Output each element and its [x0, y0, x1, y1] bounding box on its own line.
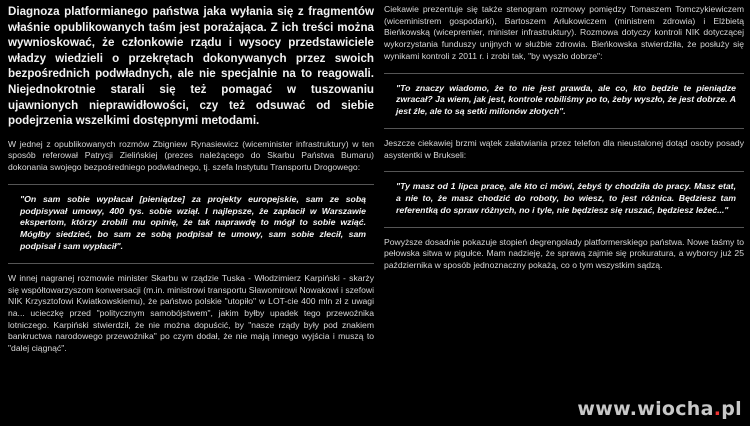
watermark-dot: .	[713, 398, 722, 420]
divider	[384, 128, 744, 129]
watermark-logo	[577, 398, 742, 420]
watermark-suffix: pl	[721, 398, 742, 420]
paragraph-karpinski: W innej nagranej rozmowie minister Skarbu w rządzie Tuska - Włodzimierz Karpiński - skarży się współtowarzyszom konwersacji (m.in. ministrowi transportu Sławomirowi Nowakowi i szefowi NIK Krzysztofowi Kwiatkowskiemu), że państwo polskie "utopiło" w LOT-cie 400 mln zł z uwagi na... ucieczkę przed "politycznym samobójstwem", jakim byłby upadek tego przewoźnika lotniczego. Karpiński stwierdził, że nie można dopuścić, by "nasze rządy były pod znakiem bankructwa narodowego przewoźnika" po czym dodał, że nie mają innego wyjścia i muszą to "dalej ciągnąć".	[8, 272, 374, 354]
divider	[384, 227, 744, 228]
quote-bienkowska: "To znaczy wiadomo, że to nie jest prawda, ale co, kto będzie te pieniądze zwracał? Ja wiem, jak jest, kontrole robiliśmy po to, żeby wyszło, że jest dobrze. A jest źle, ale to są setki milionów złotych".	[396, 82, 736, 117]
divider	[8, 184, 374, 185]
right-column	[376, 0, 750, 282]
paragraph-brussels: Jeszcze ciekawiej brzmi wątek załatwiania przez telefon dla nieustalonej dotąd osoby posady asystentki w Brukseli:	[384, 137, 744, 160]
divider	[8, 263, 374, 264]
paragraph-rynasiewicz: W jednej z opublikowanych rozmów Zbigniew Rynasiewicz (wiceminister infrastruktury) w ten sposób referował Patrycji Zielińskiej (prezes należącego do Skarbu Państwa Bumaru) dokonania swojego bezpośredniego podwładnego, tj. szefa Instytutu Transportu Drogowego:	[8, 138, 374, 173]
paragraph-bienkowska: Ciekawie prezentuje się także stenogram rozmowy pomiędzy Tomaszem Tomczykiewiczem (wiceministrem gospodarki), Bartoszem Arłukowiczem (ministrem zdrowia) i Elżbietą Bieńkowską (wicepremier, minister infrastruktury). Rozmowa dotyczy kontroli NIK dotyczącej wykorzystania funduszy unijnych w służbie zdrowia. Bieńkowska stwierdziła, że posłuży się wynikami kontroli z 2011 r. i zrobi tak, "by wyszło dobrze":	[384, 4, 744, 61]
paragraph-conclusion: Powyższe dosadnie pokazuje stopień degrengolady platformerskiego państwa. Nowe taśmy to pełowska sitwa w pigułce. Mam nadzieję, że sprawą zajmie się prokuratura, a wyborcy już 25 października w sposób jednoznaczny pokażą, co o tym wszystkim sądzą.	[384, 236, 744, 271]
watermark-prefix: www.wiocha	[577, 398, 714, 420]
quote-brussels: "Ty masz od 1 lipca pracę, ale kto ci mówi, żebyś ty chodziła do pracy. Masz etat, a nie to, że masz chodzić do roboty, bo wiesz, to jest różnica. Będziesz tam referentką do spraw różnych, no i tyle, nie będziesz się ruszać, będziesz leżeć..."	[396, 181, 736, 215]
left-column	[0, 0, 374, 365]
divider	[384, 171, 744, 172]
quote-rynasiewicz: "On sam sobie wypłacał [pieniądze] za projekty europejskie, sam ze sobą podpisywał umowy, 400 tys. sobie wziął. I najlepsze, że zapłacił w Warszawie ekspertom, którzy zrobili mu opinię, że tak naprawdę to mógł to sobie wziąć. Mógłby siedzieć, bo sam ze sobą podpisał te umowy, sam sobie zlecił, sam podpisał i sam wypłacił".	[20, 193, 366, 252]
lead-paragraph: Diagnoza platformianego państwa jaka wyłania się z fragmentów właśnie opublikowanych taśm jest porażająca. Z ich treści można wywnioskować, że członkowie rządu i wysocy przedstawiciele władzy wiedzieli o przekrętach dokonywanych przez swoich bezpośrednich podwładnych, ale nie specjalnie na to reagowali. Niejednokrotnie starali się też pomagać w tuszowaniu ujawnionych nieprawidłowości, czy też odsuwać od siebie podejrzenia wszelkimi dostępnymi metodami.	[8, 5, 374, 128]
divider	[384, 73, 744, 74]
